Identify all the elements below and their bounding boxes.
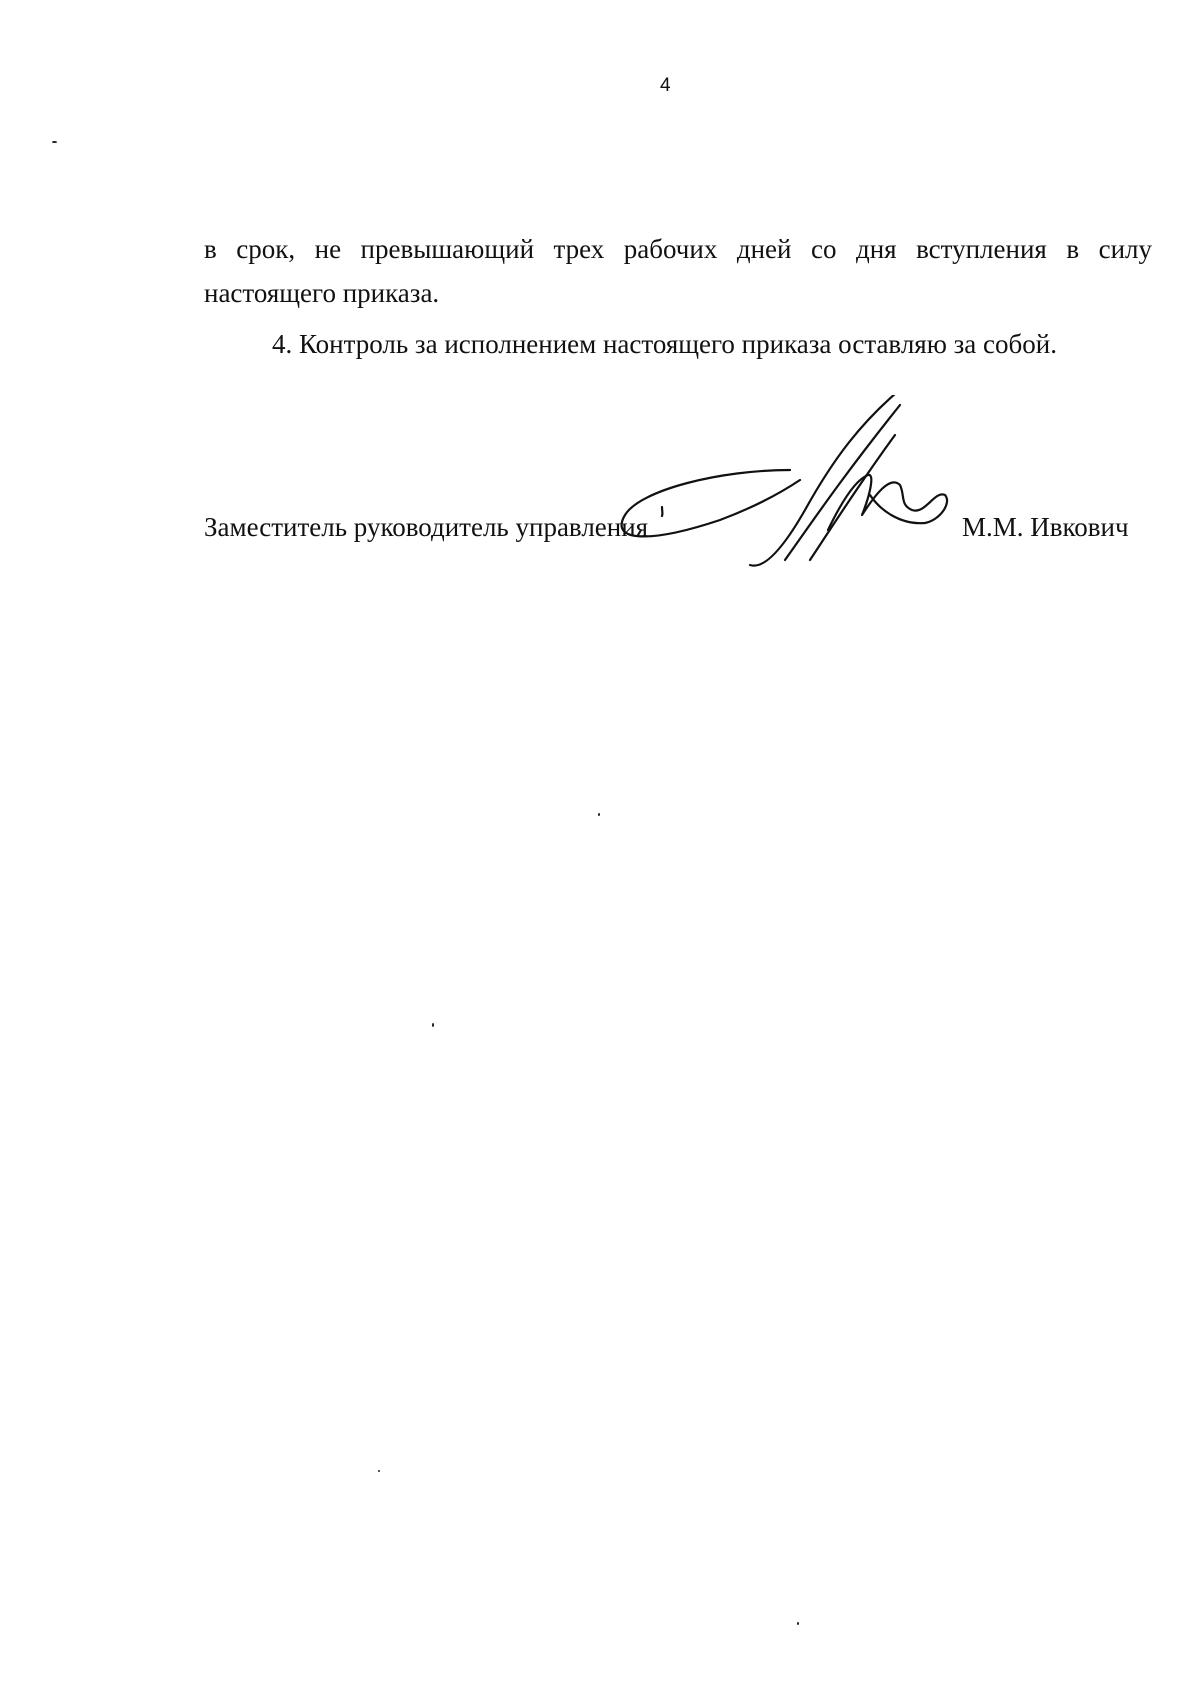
scan-speck: [432, 1023, 434, 1027]
scan-speck: [797, 1622, 799, 1625]
signatory-title: Заместитель руководитель управления: [204, 512, 649, 542]
paragraph-4: 4. Контроль за исполнением настоящего приказа оставляю за собой.: [272, 329, 1057, 359]
body-text-line-2: настоящего приказа.: [204, 278, 440, 308]
scan-speck: [598, 813, 600, 816]
signatory-name: М.М. Ивкович: [962, 512, 1129, 542]
handwritten-signature: [600, 395, 960, 575]
scan-speck: [52, 141, 57, 143]
page-number: 4: [660, 75, 671, 96]
body-text-line-1: в срок, не превышающий трех рабочих дней со дня вступления в силу: [204, 234, 1152, 264]
scan-speck: [378, 1470, 380, 1472]
